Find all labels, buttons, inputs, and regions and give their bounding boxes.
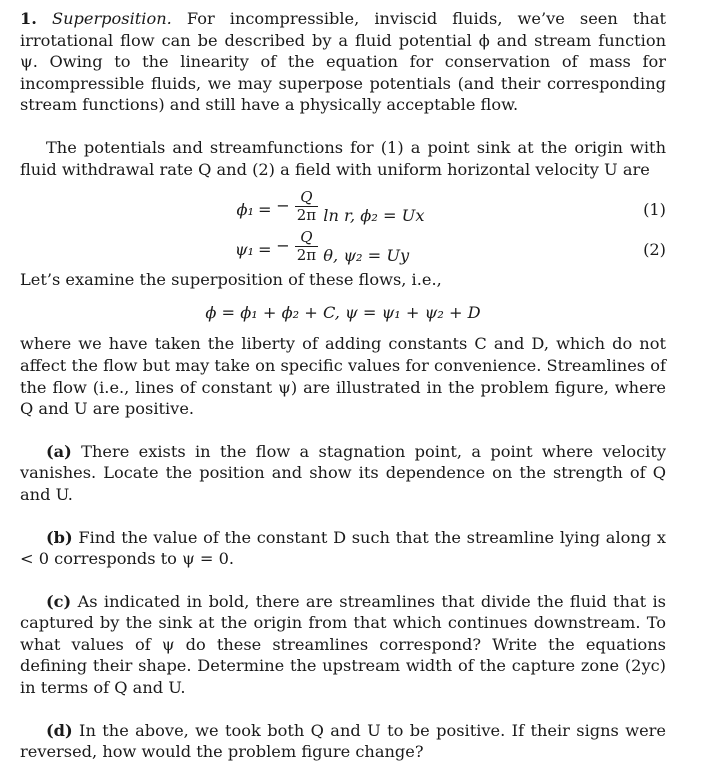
part-c-text: As indicated in bold, there are streamlines that divide the fluid that is captured by the sink at the origin from that which continues downstream. To what values of ψ do these streamlines correspond? Write the equations defining their shape. Determine the upstream width of the capture zone (2yc) in terms of Q and U. (20, 591, 666, 698)
part-a-label: (a) (46, 441, 72, 461)
equation-2-equals: = (258, 240, 272, 260)
problem-intro-paragraph (20, 8, 666, 116)
part-c-label: (c) (46, 591, 72, 611)
equation-1-number: (1) (643, 200, 666, 220)
part-a (20, 441, 666, 506)
equation-1-rhs (276, 189, 424, 224)
part-b-text: Find the value of the constant D such that the streamline lying along x < 0 corresponds to ψ = 0. (20, 527, 666, 569)
equation-2-fraction (295, 229, 318, 264)
equation-2-rhs (276, 229, 409, 264)
equation-2-lhs: ψ₁ (234, 240, 254, 260)
setup-paragraph: The potentials and streamfunctions for (1) a point sink at the origin with fluid withdrawal rate Q and (2) a field with uniform horizontal velocity U are (20, 137, 666, 179)
part-c (20, 591, 666, 699)
equation-row-2 (20, 229, 666, 269)
part-b (20, 527, 666, 570)
equation-block (20, 189, 666, 269)
equation-row-1 (20, 189, 666, 229)
part-d (20, 720, 666, 763)
superposition-equation: ϕ = ϕ₁ + ϕ₂ + C, ψ = ψ₁ + ψ₂ + D (205, 302, 481, 322)
part-d-text: In the above, we took both Q and U to be positive. If their signs were reversed, how would the problem figure change? (20, 720, 666, 762)
equation-1-fraction-numerator: Q (300, 188, 313, 207)
equation-2-number: (2) (643, 240, 666, 260)
equation-1-equals: = (258, 200, 272, 220)
part-a-text: There exists in the flow a stagnation point, a point where velocity vanishes. Locate the position and show its dependence on the strength of Q and U. (20, 441, 666, 504)
equation-2-fraction-numerator: Q (300, 228, 313, 247)
equation-2-fraction-denominator: 2π (296, 246, 317, 265)
problem-title: Superposition. (51, 9, 172, 28)
equation-1-fraction-denominator: 2π (296, 206, 317, 225)
problem-page (20, 8, 666, 763)
equation-2-tail: θ, ψ₂ = Uy (323, 246, 410, 266)
part-d-label: (d) (46, 720, 73, 740)
equation-1-sign: − (276, 196, 290, 216)
superposition-lead: Let’s examine the superposition of these flows, i.e., (20, 270, 442, 290)
part-b-label: (b) (46, 527, 73, 547)
equation-1-fraction (295, 189, 318, 224)
problem-intro-text: For incompressible, inviscid fluids, we’ve seen that irrotational flow can be described by a fluid potential ϕ and stream function ψ. Owing to the linearity of the equation for conservation of mass for incompressible fluids, we may superpose potentials (and their corresponding stream functions) and still have a physically acceptable flow. (20, 9, 666, 115)
equation-1-tail: ln r, ϕ₂ = Ux (323, 206, 425, 226)
equation-1-lhs: ϕ₁ (236, 200, 254, 220)
problem-number: 1. (20, 9, 37, 28)
equation-2-sign: − (276, 236, 290, 256)
superposition-explanation: where we have taken the liberty of adding constants C and D, which do not affect the flow but may take on specific values for convenience. Streamlines of the flow (i.e., lines of constant ψ) are illustrated in the problem figure, where Q and U are positive. (20, 334, 666, 419)
